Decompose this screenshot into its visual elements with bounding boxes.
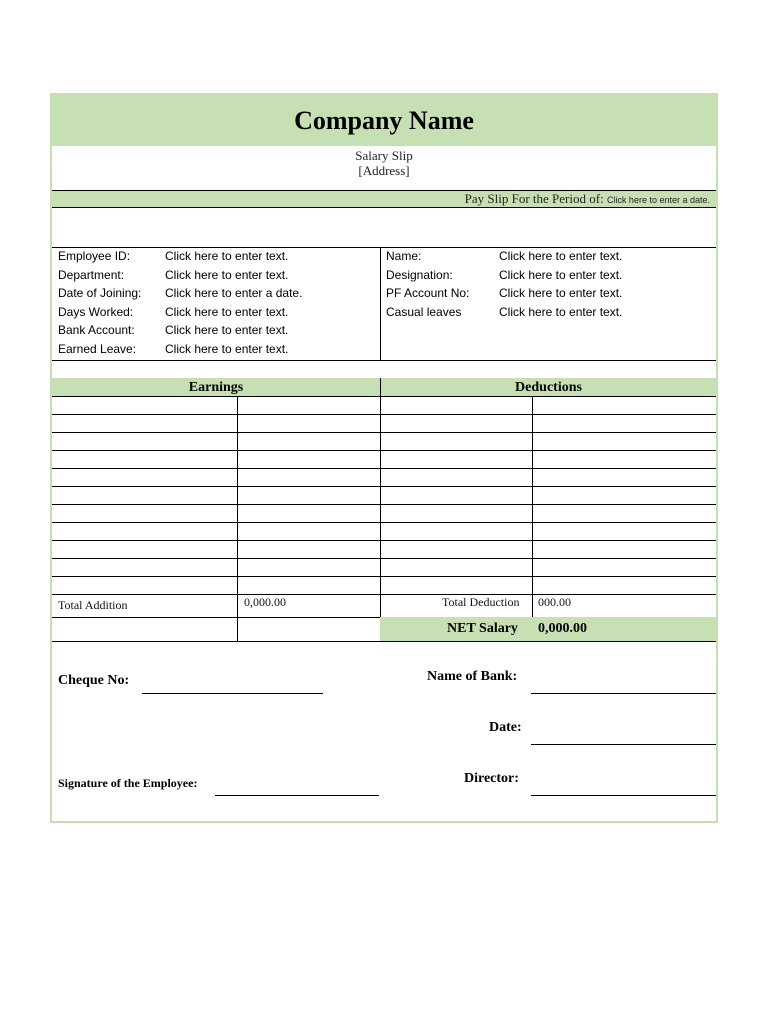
- table-column-line: [380, 378, 381, 641]
- slip-title: Salary Slip: [355, 148, 413, 163]
- deductions-heading: Deductions: [515, 380, 582, 395]
- employee-info-right-label: Name:: [386, 249, 422, 263]
- employee-info-right-value-field[interactable]: Click here to enter text.: [499, 267, 623, 282]
- employee-info-right-label: Designation:: [386, 267, 453, 282]
- employee-info-left-label: Days Worked:: [58, 304, 134, 319]
- director-signature-field[interactable]: [531, 795, 716, 796]
- employee-info-left-label: Bank Account:: [58, 323, 135, 338]
- table-row-line: [52, 594, 716, 595]
- pay-period-label: Pay Slip For the Period of:: [464, 191, 604, 206]
- employee-info-left-value-field[interactable]: Click here to enter text.: [165, 267, 289, 282]
- pay-period: [465, 191, 710, 208]
- table-row-line: [52, 414, 716, 415]
- total-addition-label: Total Addition: [58, 598, 128, 612]
- net-salary-value[interactable]: 0,000.00: [538, 621, 587, 636]
- table-row-line: [52, 522, 716, 523]
- company-name: Company Name: [294, 106, 474, 135]
- employee-info-left-value-field[interactable]: Click here to enter text.: [165, 249, 289, 263]
- company-address: [Address]: [358, 163, 410, 178]
- table-row-line: [52, 504, 716, 505]
- pay-period-band: [52, 191, 716, 207]
- net-salary-label: NET Salary: [447, 621, 518, 636]
- earnings-heading: Earnings: [188, 380, 244, 395]
- employee-info-right-label: Casual leaves: [386, 304, 462, 319]
- table-row-line: [52, 432, 716, 433]
- director-label: Director:: [464, 771, 519, 786]
- employee-info-left-label: Department:: [58, 267, 125, 282]
- table-column-line: [237, 396, 238, 641]
- employee-info-right-value-field[interactable]: Click here to enter text.: [499, 249, 623, 263]
- employee-signature-field[interactable]: [215, 795, 379, 796]
- subtitle: [52, 148, 716, 178]
- table-row-line: [52, 450, 716, 451]
- employee-info-left-value-field[interactable]: Click here to enter text.: [165, 342, 289, 356]
- employee-info-right-label: PF Account No:: [386, 286, 470, 301]
- employee-info-left-value-field[interactable]: Click here to enter text.: [165, 304, 289, 319]
- employee-info-left-label: Date of Joining:: [58, 286, 142, 301]
- table-row-line: [52, 558, 716, 559]
- pay-period-date-field[interactable]: Click here to enter a date.: [606, 195, 710, 205]
- employee-signature-label: Signature of the Employee:: [58, 776, 198, 790]
- table-column-line: [532, 396, 533, 641]
- name-of-bank-field[interactable]: [531, 693, 716, 694]
- name-of-bank-label: Name of Bank:: [427, 669, 518, 684]
- total-deduction-value[interactable]: 000.00: [538, 595, 571, 609]
- employee-info-left-label: Earned Leave:: [58, 342, 137, 356]
- employee-info-left-value-field[interactable]: Click here to enter a date.: [165, 286, 303, 301]
- total-deduction-label: Total Deduction: [442, 595, 520, 609]
- salary-slip-form: [50, 93, 718, 823]
- cheque-no-label: Cheque No:: [58, 673, 130, 688]
- company-header: [52, 95, 716, 146]
- employee-info-right-value-field[interactable]: Click here to enter text.: [499, 286, 623, 301]
- table-row-line: [52, 468, 716, 469]
- cheque-no-field[interactable]: [142, 693, 323, 694]
- employee-info-right-value-field[interactable]: Click here to enter text.: [499, 304, 623, 319]
- date-label: Date:: [489, 720, 522, 735]
- date-field[interactable]: [531, 744, 716, 745]
- table-row-line: [52, 396, 716, 397]
- table-row-line: [52, 641, 716, 642]
- table-row-line: [52, 540, 716, 541]
- table-row-line: [52, 486, 716, 487]
- total-addition-value[interactable]: 0,000.00: [244, 595, 286, 609]
- employee-info-left-value-field[interactable]: Click here to enter text.: [165, 323, 289, 338]
- employee-info-left-label: Employee ID:: [58, 249, 131, 263]
- table-row-line: [52, 576, 716, 577]
